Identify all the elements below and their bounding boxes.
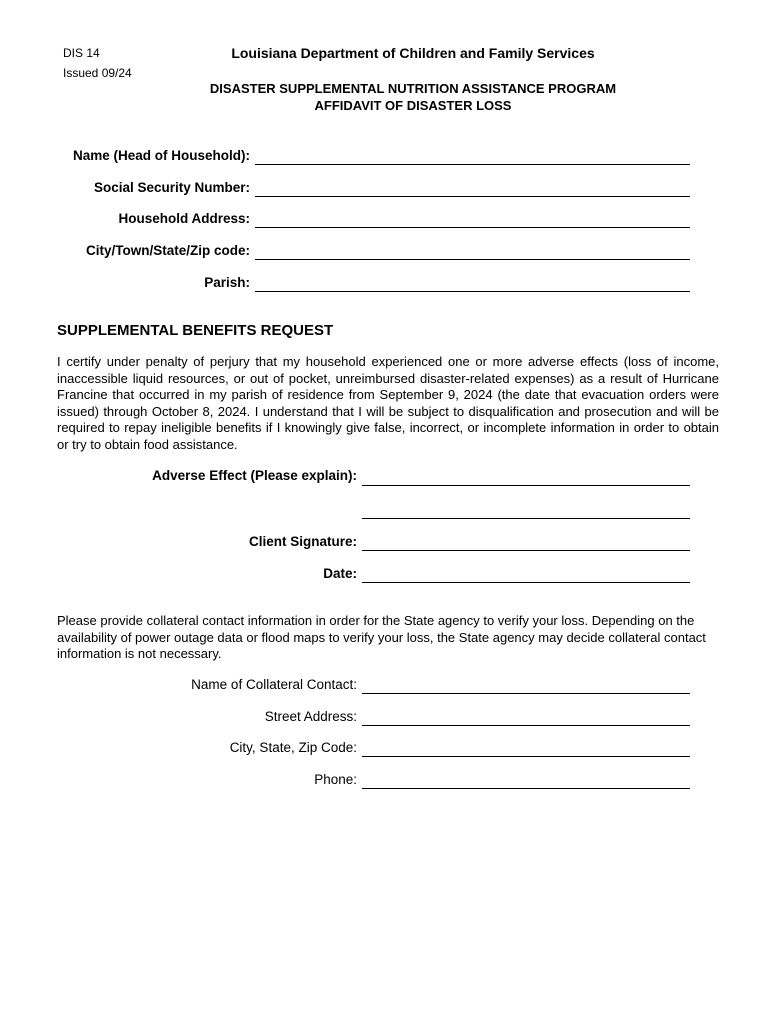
- name-row: [0, 148, 250, 168]
- name-field[interactable]: [255, 146, 690, 165]
- phone-label: Phone:: [314, 772, 357, 787]
- signature-row: [0, 534, 357, 554]
- ssn-label: Social Security Number:: [93, 180, 250, 195]
- signature-label: Client Signature:: [248, 534, 357, 549]
- form-code: DIS 14: [63, 46, 100, 60]
- phone-field[interactable]: [362, 770, 690, 789]
- name-label: Name (Head of Household):: [72, 148, 250, 163]
- contact-city-label: City, State, Zip Code:: [229, 740, 357, 755]
- city-field[interactable]: [255, 241, 690, 260]
- ssn-row: [0, 180, 250, 200]
- adverse-field-line-2[interactable]: [362, 500, 690, 519]
- contact-name-label: Name of Collateral Contact:: [191, 677, 357, 692]
- parish-label: Parish:: [204, 275, 250, 290]
- contact-name-row: [0, 677, 357, 697]
- collateral-instructions: Please provide collateral contact information in order for the State agency to verify your loss. Depending on the availability of power outage data or flood maps to verify your loss, the State agency may decide collateral contact information is not necessary.: [57, 613, 706, 662]
- street-field[interactable]: [362, 707, 690, 726]
- parish-field[interactable]: [255, 273, 690, 292]
- program-title: DISASTER SUPPLEMENTAL NUTRITION ASSISTANCE PROGRAM: [209, 81, 617, 96]
- adverse-field[interactable]: [362, 467, 690, 486]
- address-field[interactable]: [255, 209, 690, 228]
- section-heading: SUPPLEMENTAL BENEFITS REQUEST: [57, 322, 334, 339]
- adverse-row: [0, 468, 357, 488]
- date-field[interactable]: [362, 564, 690, 583]
- phone-row: [0, 772, 357, 792]
- street-row: [0, 709, 357, 729]
- certification-text: I certify under penalty of perjury that my household experienced one or more adverse effects (loss of income, inaccessible liquid resources, or out of pocket, unreimbursed disaster-related expenses) as a result of Hurricane Francine that occurred in my parish of residence from September 9, 2024 (the date that evacuation orders were issued) through October 8, 2024. I understand that I will be subject to disqualification and prosecution and will be required to repay ineligible benefits if I knowingly give false, incorrect, or incomplete information in order to obtain or try to obtain food assistance.: [57, 354, 719, 452]
- date-row: [0, 566, 357, 586]
- city-row: [0, 243, 250, 263]
- city-label: City/Town/State/Zip code:: [85, 243, 250, 258]
- date-label: Date:: [323, 566, 357, 581]
- address-row: [0, 211, 250, 231]
- issued-date: Issued 09/24: [63, 66, 132, 80]
- affidavit-title: AFFIDAVIT OF DISASTER LOSS: [314, 98, 512, 113]
- form-title: [0, 80, 770, 114]
- contact-city-row: [0, 740, 357, 760]
- adverse-label: Adverse Effect (Please explain):: [152, 468, 357, 483]
- address-label: Household Address:: [118, 211, 250, 226]
- contact-city-field[interactable]: [362, 738, 690, 757]
- ssn-field[interactable]: [255, 178, 690, 197]
- street-label: Street Address:: [264, 709, 357, 724]
- signature-field[interactable]: [362, 532, 690, 551]
- contact-name-field[interactable]: [362, 675, 690, 694]
- parish-row: [0, 275, 250, 295]
- agency-title: Louisiana Department of Children and Family Services: [231, 45, 595, 61]
